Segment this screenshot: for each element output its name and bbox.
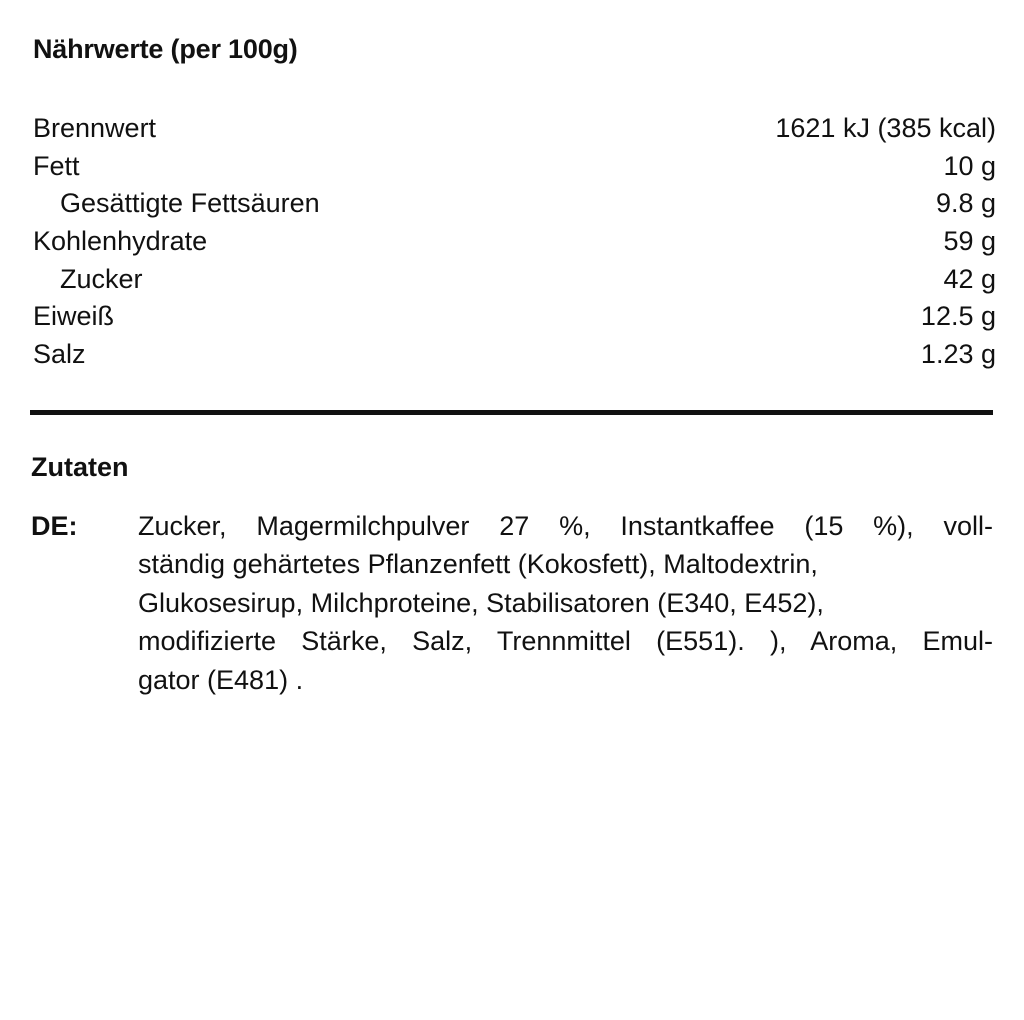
nutrition-row-energy — [33, 110, 996, 148]
nutrition-value: 1621 kJ (385 kcal) — [775, 113, 996, 143]
ingredients-line: modifizierte Stärke, Salz, Trennmittel (E551). ), Aroma, Emul- — [138, 626, 993, 657]
nutrition-row-protein — [33, 298, 996, 336]
ingredients-line: ständig gehärtetes Pflanzenfett (Kokosfett), Maltodextrin, — [138, 549, 818, 580]
nutrition-row-sugar — [33, 261, 996, 299]
nutrition-row-salt — [33, 336, 996, 374]
nutrition-table — [33, 110, 996, 374]
ingredients-block — [31, 507, 993, 699]
ingredients-text — [138, 507, 993, 699]
nutrition-row-saturated-fat — [33, 185, 996, 223]
ingredients-line: gator (E481) . — [138, 664, 304, 695]
ingredients-line: Zucker, Magermilchpulver 27 %, Instantkaffee (15 %), voll- — [138, 511, 993, 541]
nutrition-label: Salz — [33, 339, 86, 370]
nutrition-row-carbohydrates — [33, 223, 996, 261]
nutrition-value: 1.23 g — [920, 339, 996, 370]
nutrition-value: 10 g — [943, 150, 996, 181]
section-divider — [30, 410, 993, 415]
nutrition-value: 12.5 g — [920, 301, 996, 332]
ingredients-line: Glukosesirup, Milchproteine, Stabilisatoren (E340, E452), — [138, 587, 824, 618]
nutrition-label: Fett — [33, 150, 80, 181]
nutrition-label: Kohlenhydrate — [33, 226, 208, 257]
language-code: DE: — [31, 511, 78, 541]
nutrition-value: 42 g — [943, 263, 996, 294]
nutrition-row-fat — [33, 148, 996, 186]
nutrition-value: 9.8 g — [935, 188, 996, 219]
ingredients-title: Zutaten — [31, 452, 129, 482]
nutrition-label: Eiweiß — [33, 301, 115, 332]
nutrition-label: Brennwert — [33, 113, 157, 143]
nutrition-label: Zucker — [60, 263, 143, 294]
nutrition-title: Nährwerte (per 100g) — [33, 34, 298, 64]
nutrition-value: 59 g — [943, 226, 996, 257]
nutrition-label: Gesättigte Fettsäuren — [60, 188, 320, 219]
